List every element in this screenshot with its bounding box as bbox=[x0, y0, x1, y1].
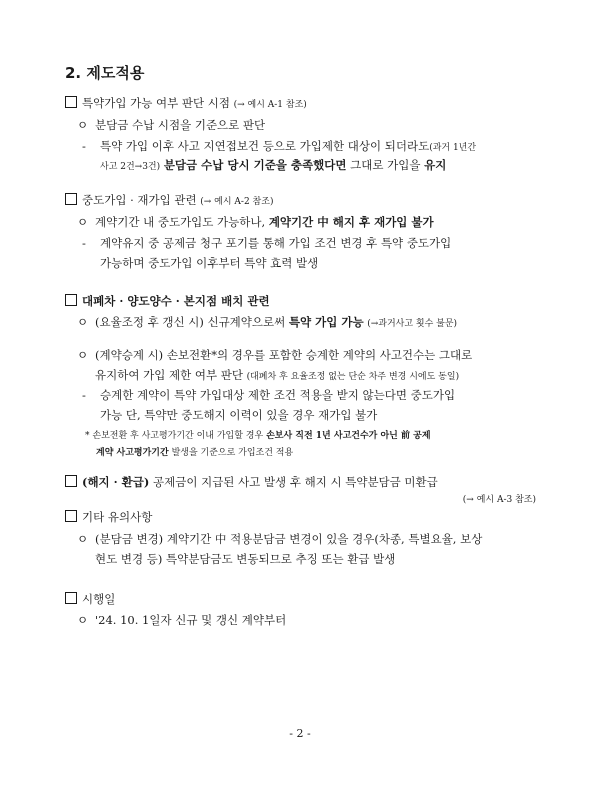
bullet-line: ㅇ 계약기간 내 중도가입도 가능하나, 계약기간 中 해지 후 재가입 불가 bbox=[77, 215, 434, 229]
bullet-line: ㅇ '24. 10. 1일자 신규 및 갱신 계약부터 bbox=[77, 613, 287, 627]
sub-bullet-continuation: 가능하며 중도가입 이후부터 특약 효력 발생 bbox=[100, 256, 319, 270]
checkbox-square-icon bbox=[65, 475, 77, 487]
checkbox-square-icon bbox=[65, 193, 77, 205]
footnote-line: * 손보전환 후 사고평가기간 이내 가입할 경우 손보사 직전 1년 사고건수가 아닌 前 공제 bbox=[85, 431, 431, 441]
sub-bullet-line: - 계약유지 중 공제금 청구 포기를 통해 가입 조건 변경 후 특약 중도가입 bbox=[82, 236, 452, 250]
item-mid-join: 중도가입 · 재가입 관련 (→ 예시 A-2 참조) bbox=[65, 193, 273, 210]
sub-bullet-line: - 특약 가입 이후 사고 지연접보건 등으로 가입제한 대상이 되더라도(과거 1년간 bbox=[82, 139, 477, 153]
checkbox-square-icon bbox=[65, 294, 77, 306]
example-reference: (→ 예시 A-3 참조) bbox=[462, 495, 536, 505]
checkbox-square-icon bbox=[65, 510, 77, 522]
item-cancel-refund: (해지 · 환급) 공제금이 지급된 사고 발생 후 해지 시 특약분담금 미환급 bbox=[65, 475, 438, 490]
sub-bullet-continuation: 가능 단, 특약만 중도해지 이력이 있을 경우 재가입 불가 bbox=[100, 408, 378, 422]
bullet-continuation: 현도 변경 등) 특약분담금도 변동되므로 추징 또는 환급 발생 bbox=[95, 552, 396, 566]
item-vehicle-change: 대폐차 · 양도양수 · 본지점 배치 관련 bbox=[65, 294, 270, 309]
bullet-line: ㅇ (분담금 변경) 계약기간 中 적용분담금 변경이 있을 경우(차종, 특별요율, 보상 bbox=[77, 532, 483, 546]
item-effective-date: 시행일 bbox=[65, 592, 115, 607]
page-number: - 2 - bbox=[289, 727, 311, 740]
checkbox-square-icon bbox=[65, 592, 77, 604]
bullet-line: ㅇ (계약승계 시) 손보전환*의 경우를 포함한 승계한 계약의 사고건수는 그대로 bbox=[77, 348, 473, 362]
checkbox-square-icon bbox=[65, 96, 77, 108]
item-other-notes: 기타 유의사항 bbox=[65, 510, 152, 525]
bullet-line: ㅇ (요율조정 후 갱신 시) 신규계약으로써 특약 가입 가능 (→과거사고 횟수 불문) bbox=[77, 315, 458, 329]
section-heading: 2. 제도적용 bbox=[65, 64, 145, 82]
bullet-continuation: 유지하여 가입 제한 여부 판단 (대폐차 후 요율조정 없는 단순 차주 변경 시에도 동일) bbox=[95, 368, 460, 382]
bullet-line: ㅇ 분담금 수납 시점을 기준으로 판단 bbox=[77, 118, 266, 132]
sub-bullet-continuation: 사고 2건→3건) 분담금 수납 당시 기준을 충족했다면 그대로 가입을 유지 bbox=[100, 158, 447, 172]
footnote-continuation: 계약 사고평가기간 발생을 기준으로 가입조건 적용 bbox=[96, 448, 294, 458]
item-eligibility-timing: 특약가입 가능 여부 판단 시점 (→ 예시 A-1 참조) bbox=[65, 96, 307, 113]
sub-bullet-line: - 승계한 계약이 특약 가입대상 제한 조건 적용을 받지 않는다면 중도가입 bbox=[82, 388, 456, 402]
